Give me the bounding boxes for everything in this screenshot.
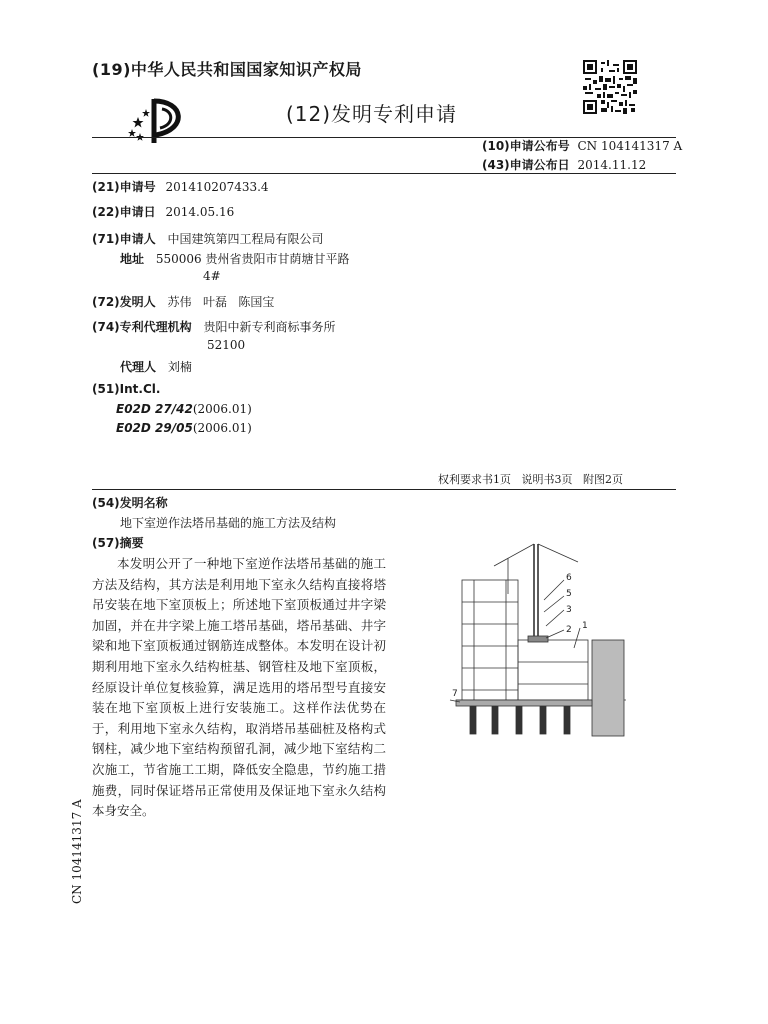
crane-jib bbox=[494, 544, 534, 566]
agency-code: 52100 bbox=[207, 338, 246, 352]
ipc-row-1 bbox=[116, 402, 252, 416]
ipc2-version: (2006.01) bbox=[192, 421, 252, 435]
agent-row bbox=[120, 358, 192, 375]
abstract-text: 本发明公开了一种地下室逆作法塔吊基础的施工方法及结构，其方法是利用地下室永久结构直接将塔吊安装在地下室顶板上；所述地下室顶板通过井字梁加固，并在井字梁上施工塔吊基础，塔吊基础、井字梁和地下室顶板通过钢筋连成整体。本发明在设计初期利用地下室永久结构桩基、钢管柱及地下室顶板，经原设计单位复核验算，满足选用的塔吊型号直接安装在地下室顶板上进行安装施工。这样作法优势在于，利用地下室永久结构，取消塔吊基础桩及格构式钢柱，减少地下室结构预留孔洞，减少地下室结构二次施工，节省施工工期，降低安全隐患，节约施工措施费，同时保证塔吊正常使用及保证地下室永久结构本身安全。 bbox=[92, 556, 386, 819]
abstract-label: (57)摘要 bbox=[92, 536, 144, 550]
applicant-label: (71)申请人 bbox=[92, 232, 156, 246]
fig-label-1: 1 bbox=[582, 621, 588, 631]
agency-label: (74)专利代理机构 bbox=[92, 320, 192, 334]
inventor-label: (72)发明人 bbox=[92, 295, 156, 309]
pub-date: 2014.11.12 bbox=[577, 158, 647, 172]
fig-label-3: 3 bbox=[566, 605, 572, 615]
fig-label-5: 5 bbox=[566, 589, 572, 599]
building-outline bbox=[462, 580, 518, 700]
ipc-row-2 bbox=[116, 421, 252, 435]
qr-code-icon bbox=[583, 60, 637, 114]
app-date: 2014.05.16 bbox=[165, 205, 235, 219]
podium-outline bbox=[518, 640, 588, 700]
cnipa-emblem-icon bbox=[126, 95, 188, 147]
applicant-row bbox=[92, 230, 324, 247]
app-date-row bbox=[92, 203, 234, 220]
structure-drawing bbox=[448, 540, 628, 746]
inventors: 苏伟 叶磊 陈国宝 bbox=[167, 295, 275, 309]
ipc2-code: E02D 29/05 bbox=[116, 421, 193, 435]
fig-label-6: 6 bbox=[566, 573, 572, 583]
app-date-label: (22)申请日 bbox=[92, 205, 156, 219]
invention-title: 地下室逆作法塔吊基础的施工方法及结构 bbox=[120, 516, 337, 530]
inventor-row bbox=[92, 293, 274, 310]
agent: 刘楠 bbox=[167, 360, 192, 374]
agency-row bbox=[92, 318, 336, 335]
agent-label: 代理人 bbox=[120, 360, 157, 374]
biblio-top-rule bbox=[92, 173, 676, 174]
app-no: 201410207433.4 bbox=[165, 180, 269, 194]
agency: 贵阳中新专利商标事务所 bbox=[203, 320, 336, 334]
app-no-label: (21)申请号 bbox=[92, 180, 156, 194]
address-line2: 4# bbox=[203, 269, 221, 283]
pub-no-label: (10)申请公布号 bbox=[482, 139, 570, 153]
app-no-row bbox=[92, 178, 269, 195]
title-label: (54)发明名称 bbox=[92, 496, 168, 510]
basement-slab bbox=[456, 700, 592, 706]
crane-foundation bbox=[528, 636, 548, 642]
pub-no: CN 104141317 A bbox=[577, 139, 683, 153]
fig-label-7: 7 bbox=[452, 689, 458, 699]
ipc1-code: E02D 27/42 bbox=[116, 402, 193, 416]
ipc1-version: (2006.01) bbox=[192, 402, 252, 416]
summary-rule bbox=[92, 489, 676, 490]
fig-label-2: 2 bbox=[566, 625, 572, 635]
pub-date-label: (43)申请公布日 bbox=[482, 158, 570, 172]
office-name: (19)中华人民共和国国家知识产权局 bbox=[92, 60, 362, 79]
document-kind: (12)发明专利申请 bbox=[286, 102, 458, 126]
address-label: 地址 bbox=[120, 252, 145, 266]
pages-summary: 权利要求书1页 说明书3页 附图2页 bbox=[438, 473, 623, 486]
retaining-wall bbox=[592, 640, 624, 736]
ipc-label: (51)Int.Cl. bbox=[92, 382, 161, 396]
address-line1: 550006 贵州省贵阳市甘荫塘甘平路 bbox=[155, 252, 350, 266]
address-row bbox=[120, 250, 349, 267]
applicant: 中国建筑第四工程局有限公司 bbox=[167, 232, 324, 246]
publication-block bbox=[482, 137, 682, 175]
